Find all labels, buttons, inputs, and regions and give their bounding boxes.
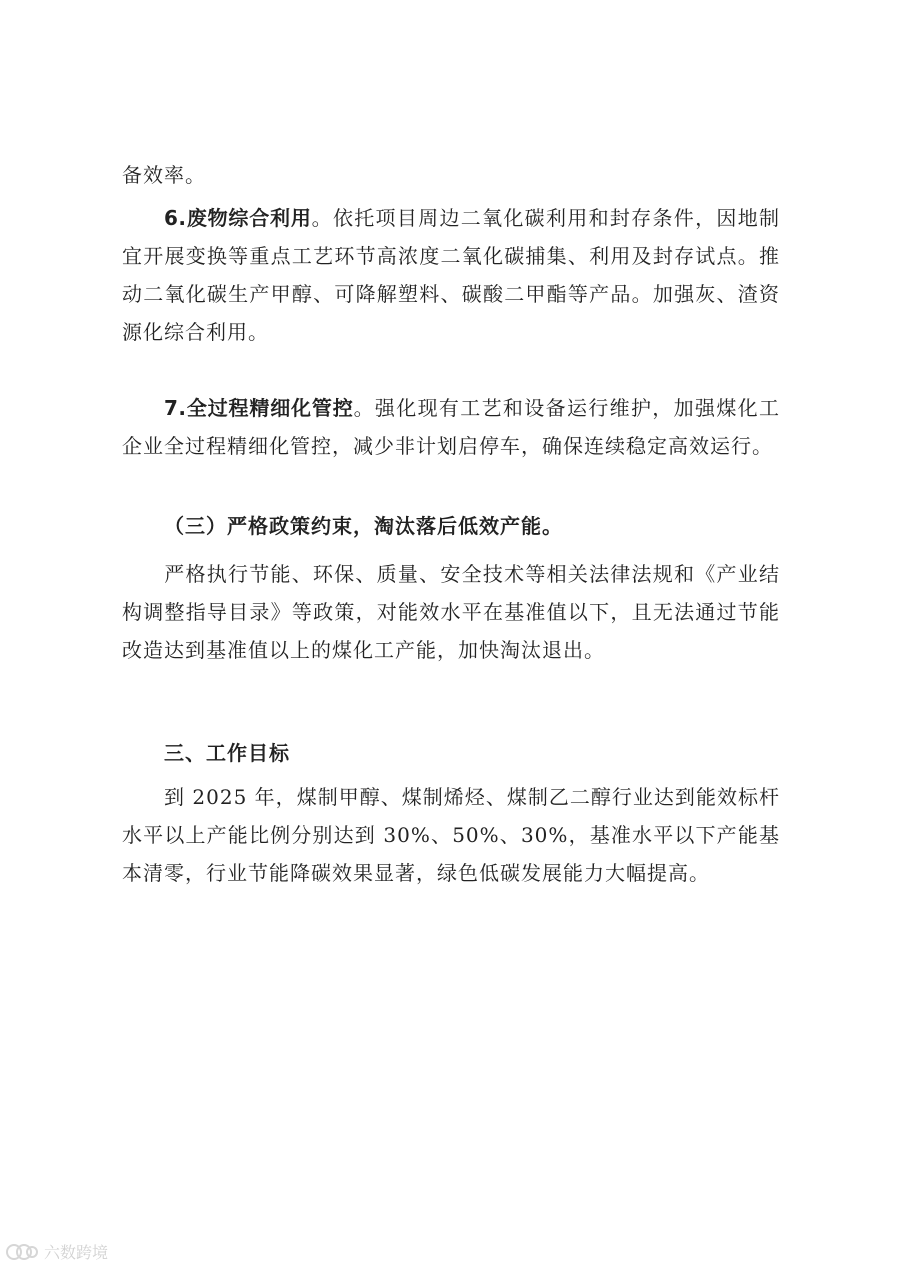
item-heading: 7.全过程精细化管控	[164, 396, 354, 420]
paragraph-text: 到 2025 年，煤制甲醇、煤制烯烃、煤制乙二醇行业达到能效标杆水平以上产能比例分别达到 30%、50%、30%，基准水平以下产能基本清零，行业节能降碳效果显著，绿色低碳发展能力大幅提高。	[122, 785, 780, 885]
item-heading: 6.废物综合利用	[164, 206, 312, 230]
paragraph-process-control	[122, 389, 780, 465]
subheading-text: （三）严格政策约束，淘汰落后低效产能。	[164, 514, 563, 538]
paragraph-text: 备效率。	[122, 163, 206, 187]
paragraph-targets	[122, 778, 780, 892]
paragraph-policy	[122, 555, 780, 669]
paragraph-continuation	[122, 156, 780, 194]
paragraph-text: 严格执行节能、环保、质量、安全技术等相关法律法规和《产业结构调整指导目录》等政策，对能效水平在基准值以下，且无法通过节能改造达到基准值以上的煤化工产能，加快淘汰退出。	[122, 562, 780, 662]
watermark-logo-icon	[6, 1243, 40, 1261]
paragraph-text: 。强化现有工艺和设备运行维护，加强煤化工企业全过程精细化管控，减少非计划启停车，确保连续稳定高效运行。	[122, 396, 780, 458]
section-subheading	[122, 507, 780, 545]
paragraph-waste-utilization	[122, 199, 780, 351]
watermark	[6, 1240, 108, 1263]
paragraph-text: 。依托项目周边二氧化碳利用和封存条件，因地制宜开展变换等重点工艺环节高浓度二氧化碳捕集、利用及封存试点。推动二氧化碳生产甲醇、可降解塑料、碳酸二甲酯等产品。加强灰、渣资源化综合利用。	[122, 206, 781, 344]
section-heading	[122, 734, 780, 772]
watermark-text: 六数跨境	[44, 1243, 109, 1262]
heading-text: 三、工作目标	[164, 741, 290, 765]
